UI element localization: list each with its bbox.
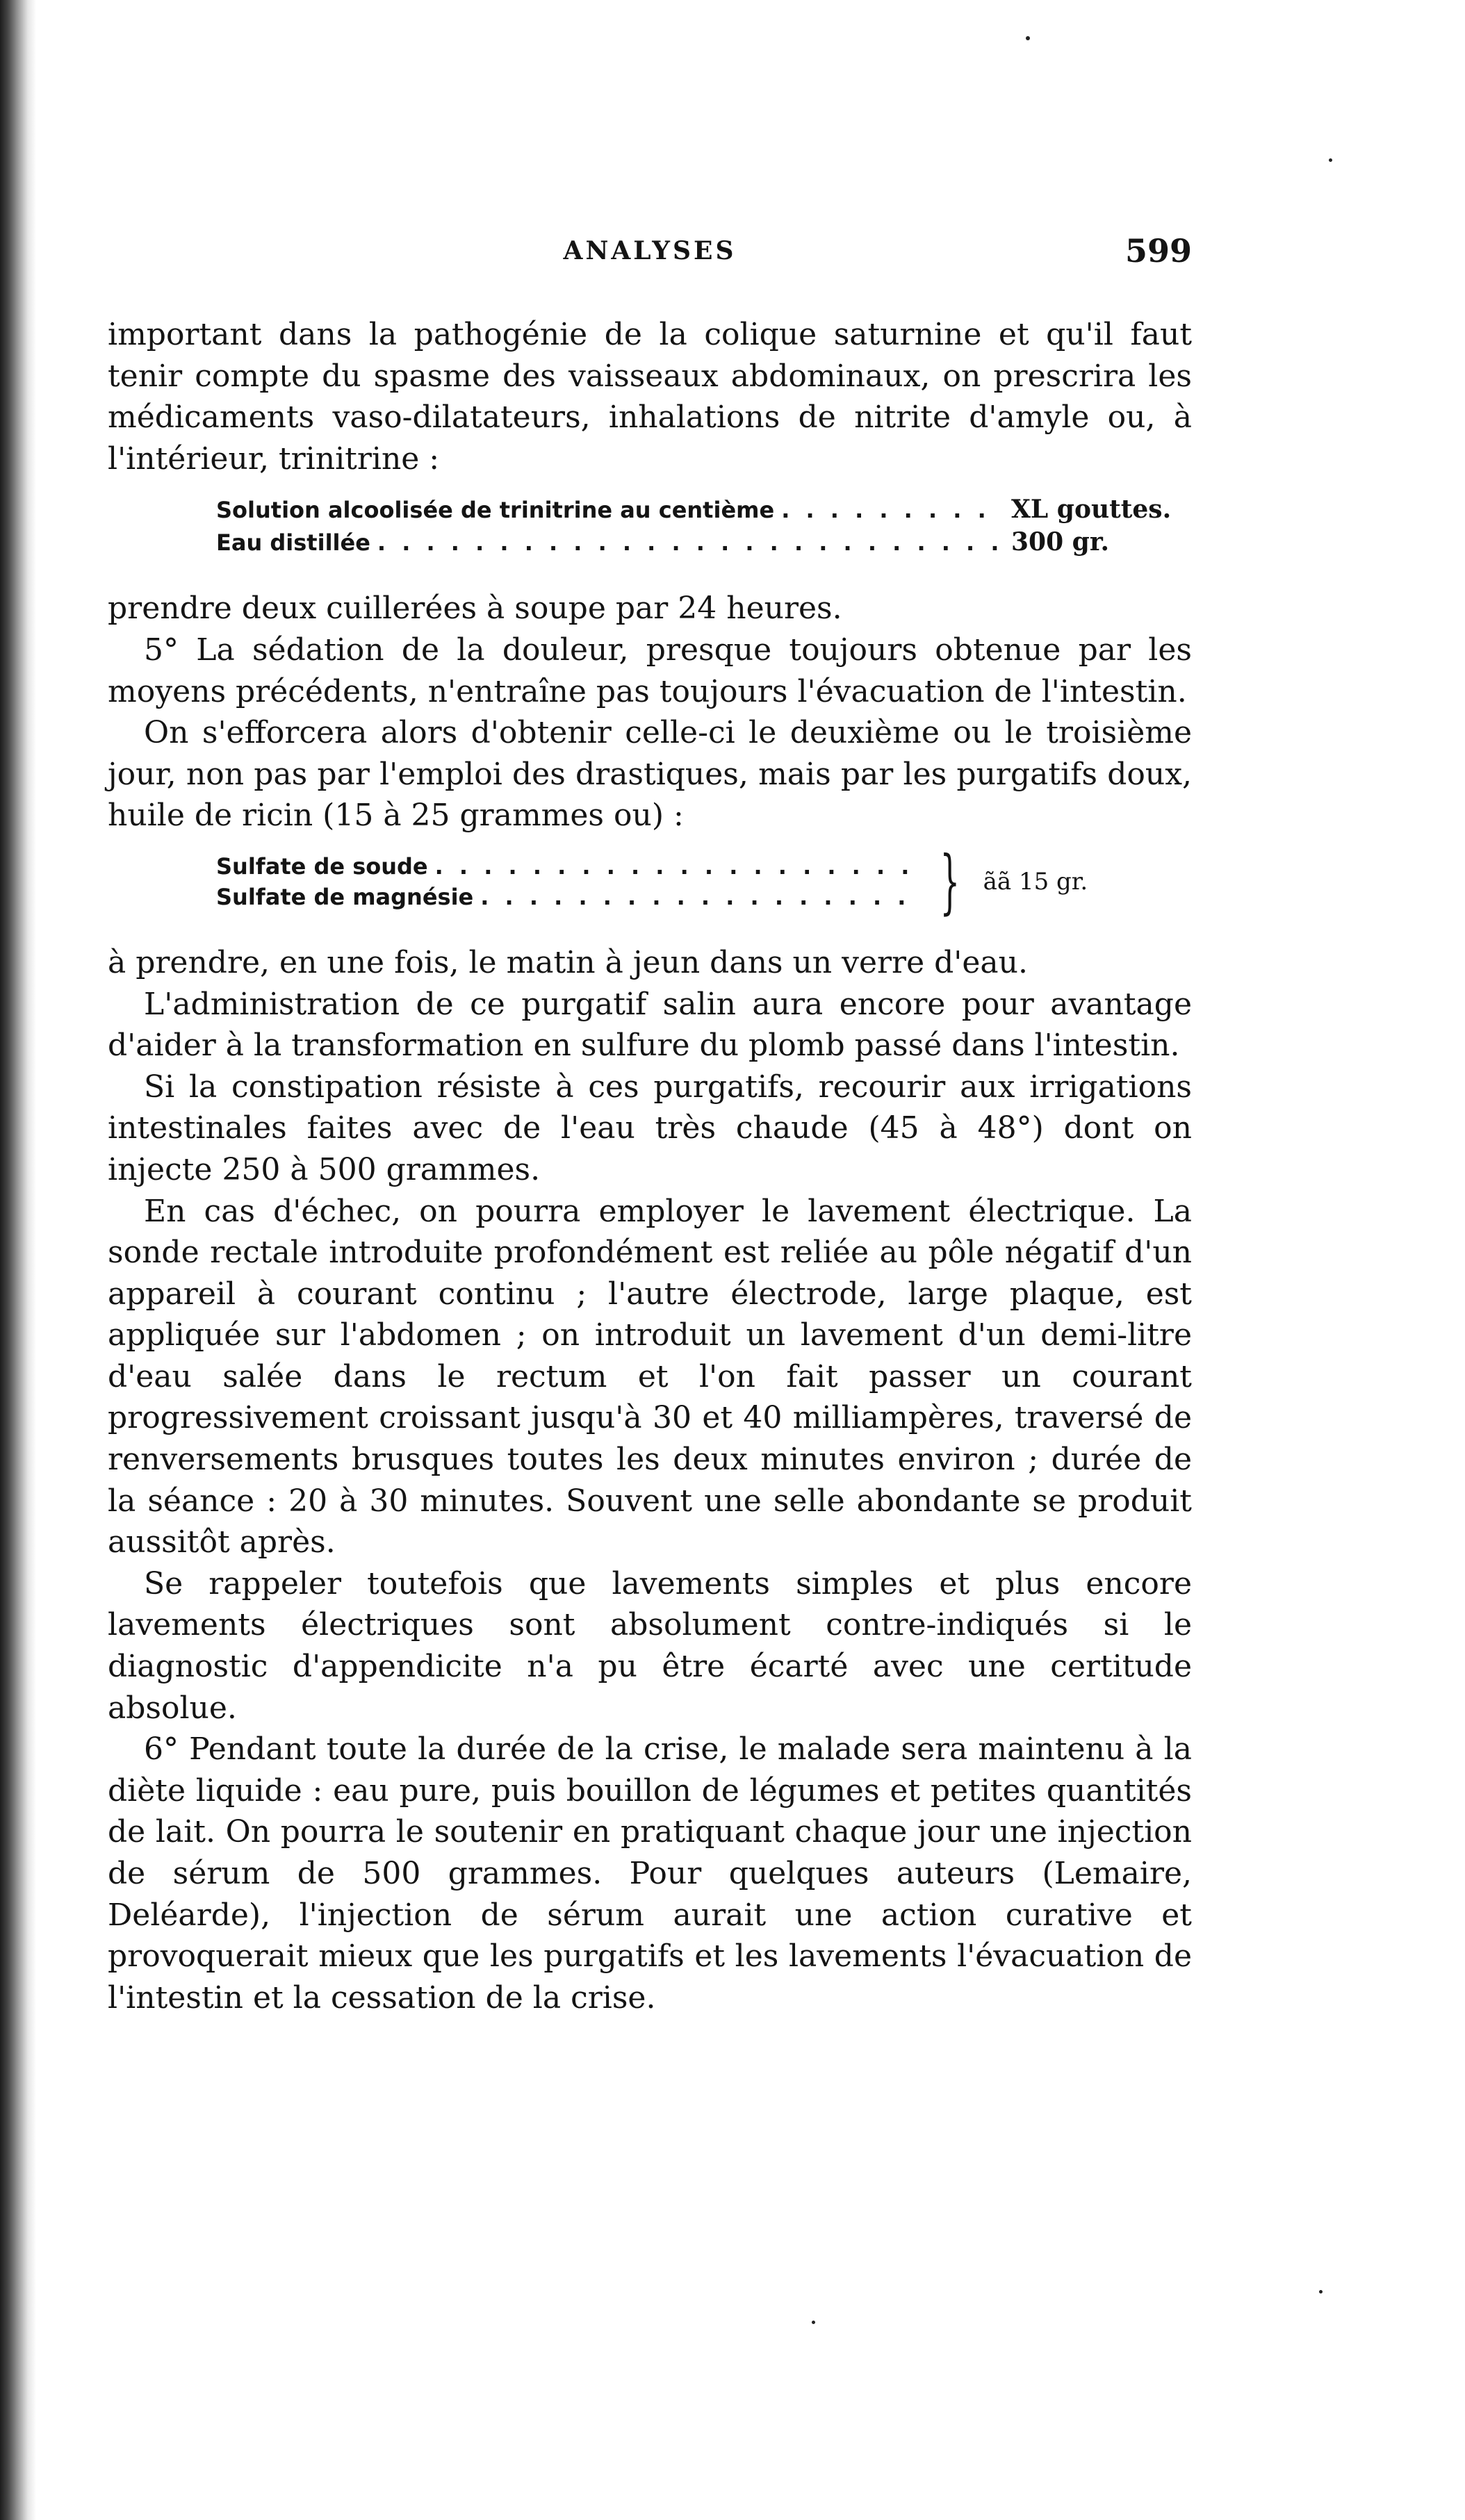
paragraph-dosage: prendre deux cuillerées à soupe par 24 heures. — [108, 591, 842, 627]
paragraph-lavement-electrique: En cas d'échec, on pourra employer le lavement électrique. La sonde rectale introduite profondément est reliée au pôle négatif d'un appareil à courant continu ; l'autre électrode, large plaque, est appliquée sur l'abdomen ; on introduit un lavement d'un demi-litre d'eau salée dans le rectum et l'on fait passer un courant progressivement croissant jusqu'à 30 et 40 milliampères, traversé de renversements brusques toutes les deux minutes environ ; durée de la séance : 20 à 30 minutes. Souvent une selle abondante se produit aussitôt après. — [108, 1193, 1192, 1560]
ingredient-name: Eau distillée — [216, 529, 370, 557]
leader-dots — [480, 882, 918, 912]
running-head — [108, 232, 1192, 278]
prescription-sulfates — [216, 840, 1192, 922]
prescription-row — [216, 851, 925, 882]
leader-dots — [377, 527, 1004, 559]
leader-dots — [435, 851, 918, 882]
page-binding-edge — [0, 0, 36, 2520]
prescription-row — [216, 493, 1192, 526]
paragraph-administration: L'administration de ce purgatif salin aura encore pour avantage d'aider à la transformation en sulfure du plomb passé dans l'intestin. — [108, 986, 1192, 1064]
ink-speck — [1026, 36, 1030, 40]
paragraph-point-5 — [108, 629, 1192, 712]
text-block — [108, 314, 1192, 2018]
ink-speck — [1329, 158, 1332, 162]
ink-speck — [1319, 2290, 1323, 2293]
paragraph-prise: à prendre, en une fois, le matin à jeun dans un verre d'eau. — [108, 944, 1028, 980]
running-title: ANALYSES — [563, 236, 737, 265]
paragraph-trinitrine: important dans la pathogénie de la colique saturnine et qu'il faut tenir compte du spasme des vaisseaux abdominaux, on prescrira les médicaments vaso-dilatateurs, inhalations de nitrite d'amyle ou, à l'intérieur, trinitrine : — [108, 317, 1192, 477]
page-number: 599 — [1124, 232, 1192, 270]
point-number: 6° — [144, 1731, 179, 1768]
paragraph-purgatifs: On s'efforcera alors d'obtenir celle-ci le deuxième ou le troisième jour, non pas par l'emploi des drastiques, mais par les purgatifs doux, huile de ricin (15 à 25 grammes ou) : — [108, 715, 1192, 834]
brace-symbol: } — [940, 840, 960, 922]
ingredient-name: Sulfate de soude — [216, 853, 428, 880]
ingredient-dose: 300 gr. — [1011, 527, 1110, 557]
paragraph-point-6 — [108, 1729, 1192, 2018]
prescription-trinitrine — [216, 493, 1192, 559]
prescription-rows — [216, 851, 925, 912]
paragraph-text: Pendant toute la durée de la crise, le malade sera maintenu à la diète liquide : eau pure, puis bouillon de légumes et petites quantités de lait. On pourra le soutenir en pratiquant chaque jour une injection de sérum de 500 grammes. Pour quelques auteurs (Lemaire, Deléarde), l'injection de sérum aurait une action curative et provoquerait mieux que les purgatifs et les lavements l'évacuation de l'intestin et la cessation de la crise. — [108, 1731, 1192, 2016]
point-number: 5° — [144, 632, 179, 668]
paragraph-contre-indication: Se rappeler toutefois que lavements simples et plus encore lavements électriques sont absolument contre-indiqués si le diagnostic d'appendicite n'a pu être écarté avec une certitude absolue. — [108, 1565, 1192, 1726]
paragraph-text: La sédation de la douleur, presque toujours obtenue par les moyens précédents, n'entraîne pas toujours l'évacuation de l'intestin. — [108, 632, 1192, 709]
prescription-row — [216, 882, 925, 912]
paragraph-constipation: Si la constipation résiste à ces purgatifs, recourir aux irrigations intestinales faites avec de l'eau très chaude (45 à 48°) dont on injecte 250 à 500 grammes. — [108, 1069, 1192, 1187]
leader-dots — [781, 494, 1004, 526]
ink-speck — [812, 2321, 815, 2324]
shared-dose: ãã 15 gr. — [983, 867, 1088, 896]
prescription-row — [216, 526, 1192, 559]
ingredient-dose: XL gouttes. — [1011, 495, 1172, 525]
ingredient-name: Sulfate de magnésie — [216, 883, 474, 910]
ingredient-name: Solution alcoolisée de trinitrine au centième — [216, 497, 775, 524]
